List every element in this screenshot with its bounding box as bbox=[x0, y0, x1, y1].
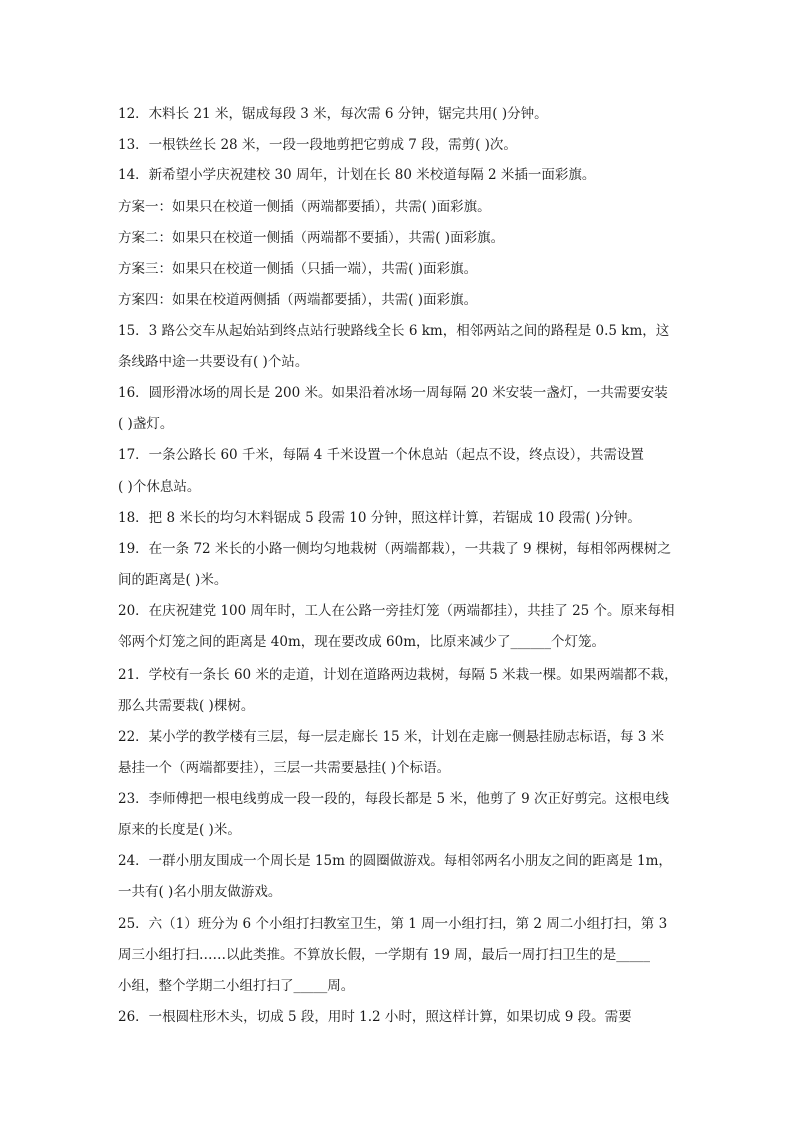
question-23: 23．李师傅把一根电线剪成一段一段的，每段长都是 5 米，他剪了 9 次正好剪完。这根电线 bbox=[118, 791, 670, 807]
question-20: 20．在庆祝建党 100 周年时，工人在公路一旁挂灯笼（两端都挂），共挂了 25 个。原来每相 bbox=[118, 603, 675, 619]
question-25-cont: 周三小组打扫……以此类推。不算放长假，一学期有 19 周，最后一周打扫卫生的是_____ bbox=[118, 947, 651, 963]
question-13: 13．一根铁丝长 28 米，一段一段地剪把它剪成 7 段，需剪( )次。 bbox=[118, 137, 517, 153]
question-15-cont: 条线路中途一共要设有( )个站。 bbox=[118, 354, 309, 370]
question-14-plan-2: 方案二：如果只在校道一侧插（两端都不要插），共需( )面彩旗。 bbox=[118, 230, 505, 246]
question-14-plan-4: 方案四：如果在校道两侧插（两端都要插），共需( )面彩旗。 bbox=[118, 292, 478, 308]
question-16: 16．圆形滑冰场的周长是 200 米。如果沿着冰场一周每隔 20 米安装一盏灯，一共需要安装 bbox=[118, 385, 668, 401]
question-16-cont: ( )盏灯。 bbox=[118, 416, 174, 432]
question-14-plan-1: 方案一：如果只在校道一侧插（两端都要插），共需( )面彩旗。 bbox=[118, 199, 491, 215]
question-17-cont: ( )个休息站。 bbox=[118, 479, 201, 495]
question-26: 26．一根圆柱形木头，切成 5 段，用时 1.2 小时，照这样计算，如果切成 9 段。需要 bbox=[118, 1009, 632, 1025]
question-19: 19．在一条 72 米长的小路一侧均匀地栽树（两端都栽），一共栽了 9 棵树，每相邻两棵树之 bbox=[118, 541, 671, 557]
question-14-plan-3: 方案三：如果只在校道一侧插（只插一端），共需( )面彩旗。 bbox=[118, 261, 478, 277]
question-25: 25．六（1）班分为 6 个小组打扫教室卫生，第 1 周一小组打扫，第 2 周二小组打扫，第 3 bbox=[118, 916, 668, 932]
question-21: 21．学校有一条长 60 米的走道，计划在道路两边栽树，每隔 5 米栽一棵。如果两端都不栽， bbox=[118, 667, 678, 683]
question-25-cont-2: 小组，整个学期二小组打扫了_____周。 bbox=[118, 978, 355, 994]
question-23-cont: 原来的长度是( )米。 bbox=[118, 822, 241, 838]
question-22: 22．某小学的教学楼有三层，每一层走廊长 15 米，计划在走廊一侧悬挂励志标语，每 3 米 bbox=[118, 729, 665, 745]
question-22-cont: 悬挂一个（两端都要挂），三层一共需要悬挂( )个标语。 bbox=[118, 760, 451, 776]
question-14: 14．新希望小学庆祝建校 30 周年，计划在长 80 米校道每隔 2 米插一面彩旗。 bbox=[118, 167, 596, 183]
question-12: 12．木料长 21 米，锯成每段 3 米，每次需 6 分钟，锯完共用( )分钟。 bbox=[118, 106, 548, 122]
question-15: 15．3 路公交车从起始站到终点站行驶路线全长 6 km，相邻两站之间的路程是 0.5 km，这 bbox=[118, 323, 670, 339]
question-18: 18．把 8 米长的均匀木料锯成 5 段需 10 分钟，照这样计算，若锯成 10 段需( )分钟。 bbox=[118, 510, 641, 526]
question-21-cont: 那么共需要栽( )棵树。 bbox=[118, 698, 255, 714]
question-24-cont: 一共有( )名小朋友做游戏。 bbox=[118, 884, 282, 900]
question-17: 17．一条公路长 60 千米，每隔 4 千米设置一个休息站（起点不设，终点设），共需设置 bbox=[118, 447, 644, 463]
question-24: 24．一群小朋友围成一个周长是 15m 的圆圈做游戏。每相邻两名小朋友之间的距离是 1m， bbox=[118, 853, 672, 869]
question-20-cont: 邻两个灯笼之间的距离是 40m，现在要改成 60m，比原来减少了______个灯笼。 bbox=[118, 634, 606, 650]
question-19-cont: 间的距离是( )米。 bbox=[118, 572, 228, 588]
